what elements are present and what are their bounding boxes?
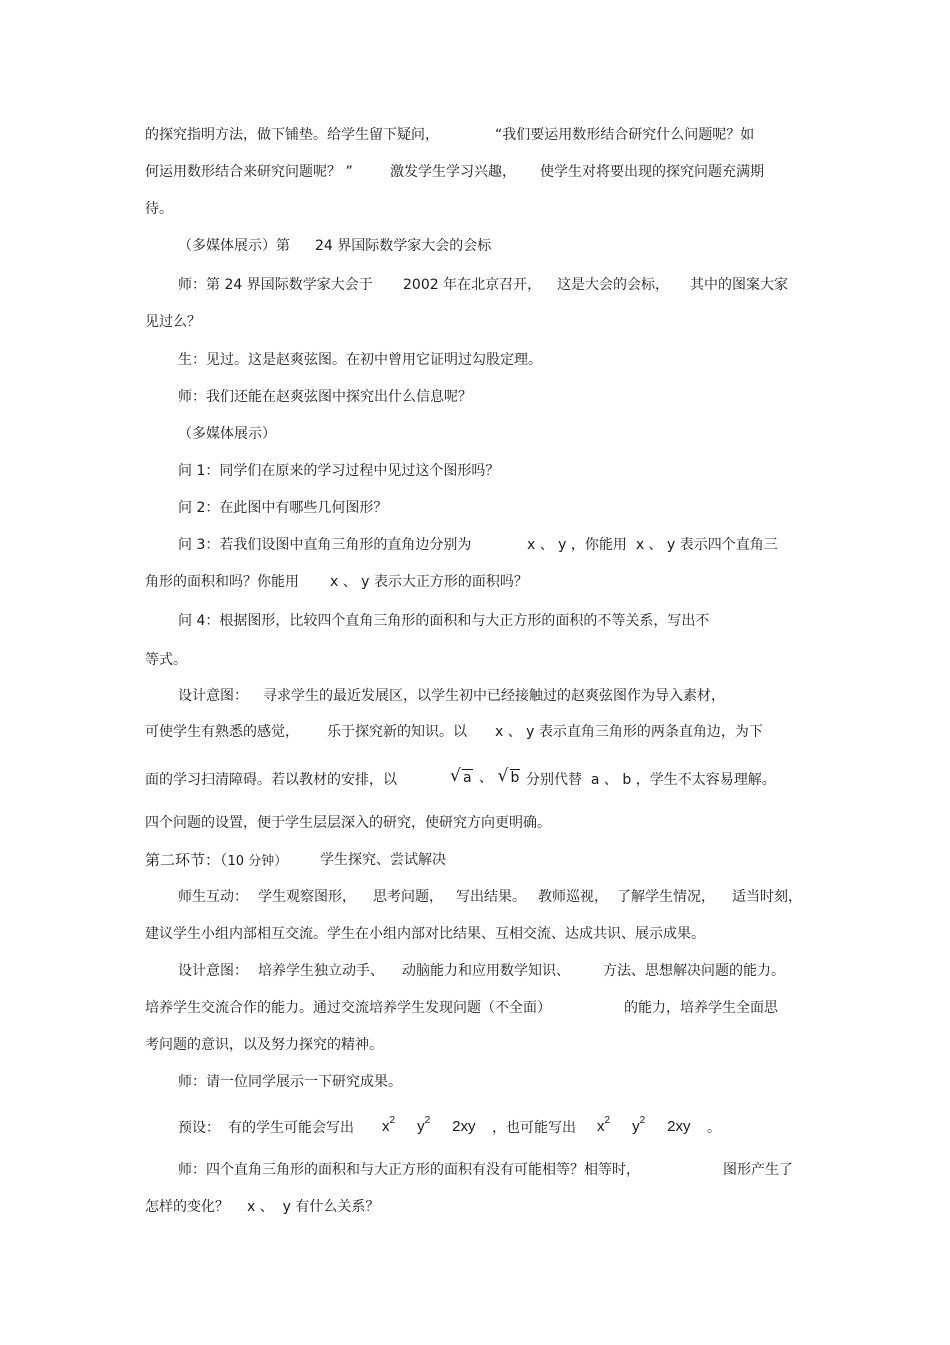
text-line	[178, 1072, 402, 1092]
text-line	[403, 275, 541, 295]
exponent: 2	[424, 1115, 431, 1126]
text-line	[145, 125, 439, 145]
text-line	[145, 998, 551, 1018]
text-line	[178, 611, 709, 631]
text-line	[145, 770, 397, 790]
text-line	[526, 770, 776, 790]
sqrt-b	[498, 768, 521, 788]
text-line	[495, 722, 763, 742]
text-span: 10 分钟）	[227, 854, 288, 869]
text-span: ，也可能写出	[492, 1120, 576, 1136]
text-line	[723, 1160, 793, 1180]
text-span: 培养学生交流合作的能力。通过交流培养学生发现问题（不全面）	[145, 1000, 551, 1016]
text-span: 适当时刻，	[732, 889, 802, 905]
text-line	[178, 424, 276, 444]
text-line	[145, 199, 173, 219]
text-span: 面的学习扫清障碍。若以教材的安排，以	[145, 772, 397, 788]
text-span: x 、 y 表示直角三角形的两条直角边，为下	[495, 724, 763, 740]
text-span: 见过么？	[145, 314, 201, 330]
text-span: 师：请一位同学展示一下研究成果。	[178, 1074, 402, 1090]
text-span: 。	[707, 1120, 721, 1136]
text-span: 考问题的意识，以及努力探究的精神。	[145, 1037, 383, 1053]
text-line	[178, 1160, 640, 1180]
text-span: 问 4：根据图形，比较四个直角三角形的面积和与大正方形的面积的不等关系，写出不	[178, 613, 710, 629]
exponent: 2	[604, 1115, 611, 1126]
text-span: 方法、思想解决问题的能力。	[603, 963, 785, 979]
text-line	[492, 1118, 576, 1138]
text-span: 设计意图：	[178, 963, 248, 979]
text-line	[178, 461, 499, 481]
text-line	[603, 961, 785, 981]
text-line	[145, 924, 705, 944]
term-2xy: 2xy	[667, 1118, 691, 1135]
text-line	[707, 1118, 721, 1138]
radicand-a: a	[463, 770, 472, 786]
text-span: 培养学生独立动手、	[258, 963, 384, 979]
text-span: 乐于探究新的知识。以	[327, 724, 467, 740]
text-span: 思考问题，	[373, 889, 443, 905]
text-span: 问 3：若我们设图中直角三角形的直角边分别为	[178, 537, 472, 553]
text-line	[258, 887, 356, 907]
text-span: 有的学生可能会写出	[228, 1120, 354, 1136]
text-span: 何运用数形结合来研究问题呢？ ”	[145, 164, 353, 180]
text-line	[228, 1118, 354, 1138]
text-span: 角形的面积和吗？你能用	[145, 574, 299, 590]
text-span: 师生互动：	[178, 889, 248, 905]
text-span: 写出结果。	[456, 889, 526, 905]
text-line	[690, 275, 788, 295]
text-line	[456, 887, 526, 907]
text-line	[178, 535, 471, 555]
text-line	[617, 887, 715, 907]
text-line	[178, 350, 542, 370]
text-span: 分别代替 a 、 b ，学生不太容易理解。	[526, 772, 776, 788]
text-line	[624, 998, 778, 1018]
text-span: 预设：	[178, 1120, 220, 1136]
text-line	[178, 275, 373, 295]
separator: 、	[479, 770, 494, 786]
text-line	[527, 535, 778, 555]
var-y: y	[417, 1118, 425, 1135]
text-span: 这是大会的会标，	[557, 277, 669, 293]
text-line	[145, 312, 201, 332]
text-line	[145, 572, 299, 592]
text-span: 的能力，培养学生全面思	[624, 1000, 778, 1016]
text-line	[145, 1197, 229, 1217]
var-x: x	[597, 1118, 605, 1135]
text-span: 师：我们还能在赵爽弦图中探究出什么信息呢？	[178, 389, 472, 405]
exponent: 2	[389, 1115, 396, 1126]
text-span: 其中的图案大家	[690, 277, 788, 293]
text-span: 寻求学生的最近发展区，以学生初中已经接触过的赵爽弦图作为导入素材，	[263, 688, 725, 704]
text-line	[390, 162, 516, 182]
text-span: 问 2：在此图中有哪些几何图形？	[178, 500, 388, 516]
text-span: 待。	[145, 201, 173, 217]
text-span: x 、 y 有什么关系？	[247, 1199, 380, 1215]
text-span: 学生探究、尝试解决	[320, 852, 446, 868]
text-span: 教师巡视，	[538, 889, 608, 905]
text-span: 的探究指明方法，做下铺垫。给学生留下疑问，	[145, 127, 439, 143]
var-y: y	[632, 1118, 640, 1135]
formula-2	[597, 1117, 690, 1137]
text-line	[258, 961, 384, 981]
text-span: 等式。	[145, 652, 187, 668]
text-span: 建议学生小组内部相互交流。学生在小组内部对比结果、互相交流、达成共识、展示成果。	[145, 926, 705, 942]
text-line	[178, 887, 248, 907]
text-span: （多媒体展示）	[178, 426, 276, 442]
text-line	[178, 387, 472, 407]
text-line	[247, 1197, 379, 1217]
text-span: 激发学生学习兴趣，	[390, 164, 516, 180]
radicand-b: b	[510, 770, 520, 786]
sqrt-a	[450, 768, 473, 788]
text-line	[320, 850, 446, 870]
text-span: （多媒体展示）第	[178, 238, 290, 254]
exponent: 2	[639, 1115, 646, 1126]
text-line	[178, 236, 290, 256]
text-line	[495, 125, 754, 145]
text-span: 怎样的变化？	[145, 1199, 229, 1215]
text-span: 师：第 24 界国际数学家大会于	[178, 277, 373, 293]
text-line	[538, 887, 608, 907]
text-span: 第二环节：（	[145, 851, 228, 869]
formula-1	[382, 1117, 475, 1137]
term-2xy: 2xy	[452, 1118, 476, 1135]
text-span: “我们要运用数形结合研究什么问题呢？如	[495, 127, 755, 143]
text-span: 师：四个直角三角形的面积和与大正方形的面积有没有可能相等？相等时，	[178, 1162, 640, 1178]
text-span: 图形产生了	[723, 1162, 793, 1178]
text-line	[315, 236, 491, 256]
var-x: x	[382, 1118, 390, 1135]
text-line	[145, 162, 353, 182]
text-line	[263, 686, 725, 706]
text-line	[330, 572, 528, 592]
text-line	[145, 813, 551, 833]
text-span: 2002 年在北京召开，	[403, 277, 542, 293]
text-line	[178, 1118, 220, 1138]
text-line	[402, 961, 570, 981]
text-span: 了解学生情况，	[617, 889, 715, 905]
section-heading	[145, 850, 287, 872]
sqrt-expression	[450, 768, 522, 788]
text-line	[540, 162, 764, 182]
text-line	[373, 887, 443, 907]
text-line	[178, 498, 387, 518]
text-span: 动脑能力和应用数学知识、	[402, 963, 570, 979]
text-span: 可使学生有熟悉的感觉，	[145, 724, 299, 740]
text-line	[178, 686, 248, 706]
text-span: 问 1：同学们在原来的学习过程中见过这个图形吗？	[178, 463, 500, 479]
text-span: 四个问题的设置，便于学生层层深入的研究，使研究方向更明确。	[145, 815, 551, 831]
text-span: 24 界国际数学家大会的会标	[315, 238, 492, 254]
text-line	[732, 887, 802, 907]
text-line	[327, 722, 467, 742]
text-line	[145, 1035, 383, 1055]
text-line	[145, 650, 187, 670]
text-span: 使学生对将要出现的探究问题充满期	[540, 164, 764, 180]
text-line	[178, 961, 248, 981]
text-span: 学生观察图形，	[258, 889, 356, 905]
text-span: 设计意图：	[178, 688, 248, 704]
text-span: 生：见过。这是赵爽弦图。在初中曾用它证明过勾股定理。	[178, 352, 542, 368]
text-line	[557, 275, 669, 295]
text-line	[145, 722, 299, 742]
text-span: x 、 y 表示大正方形的面积吗？	[330, 574, 528, 590]
text-span: x 、 y ，你能用 x 、 y 表示四个直角三	[527, 537, 778, 553]
